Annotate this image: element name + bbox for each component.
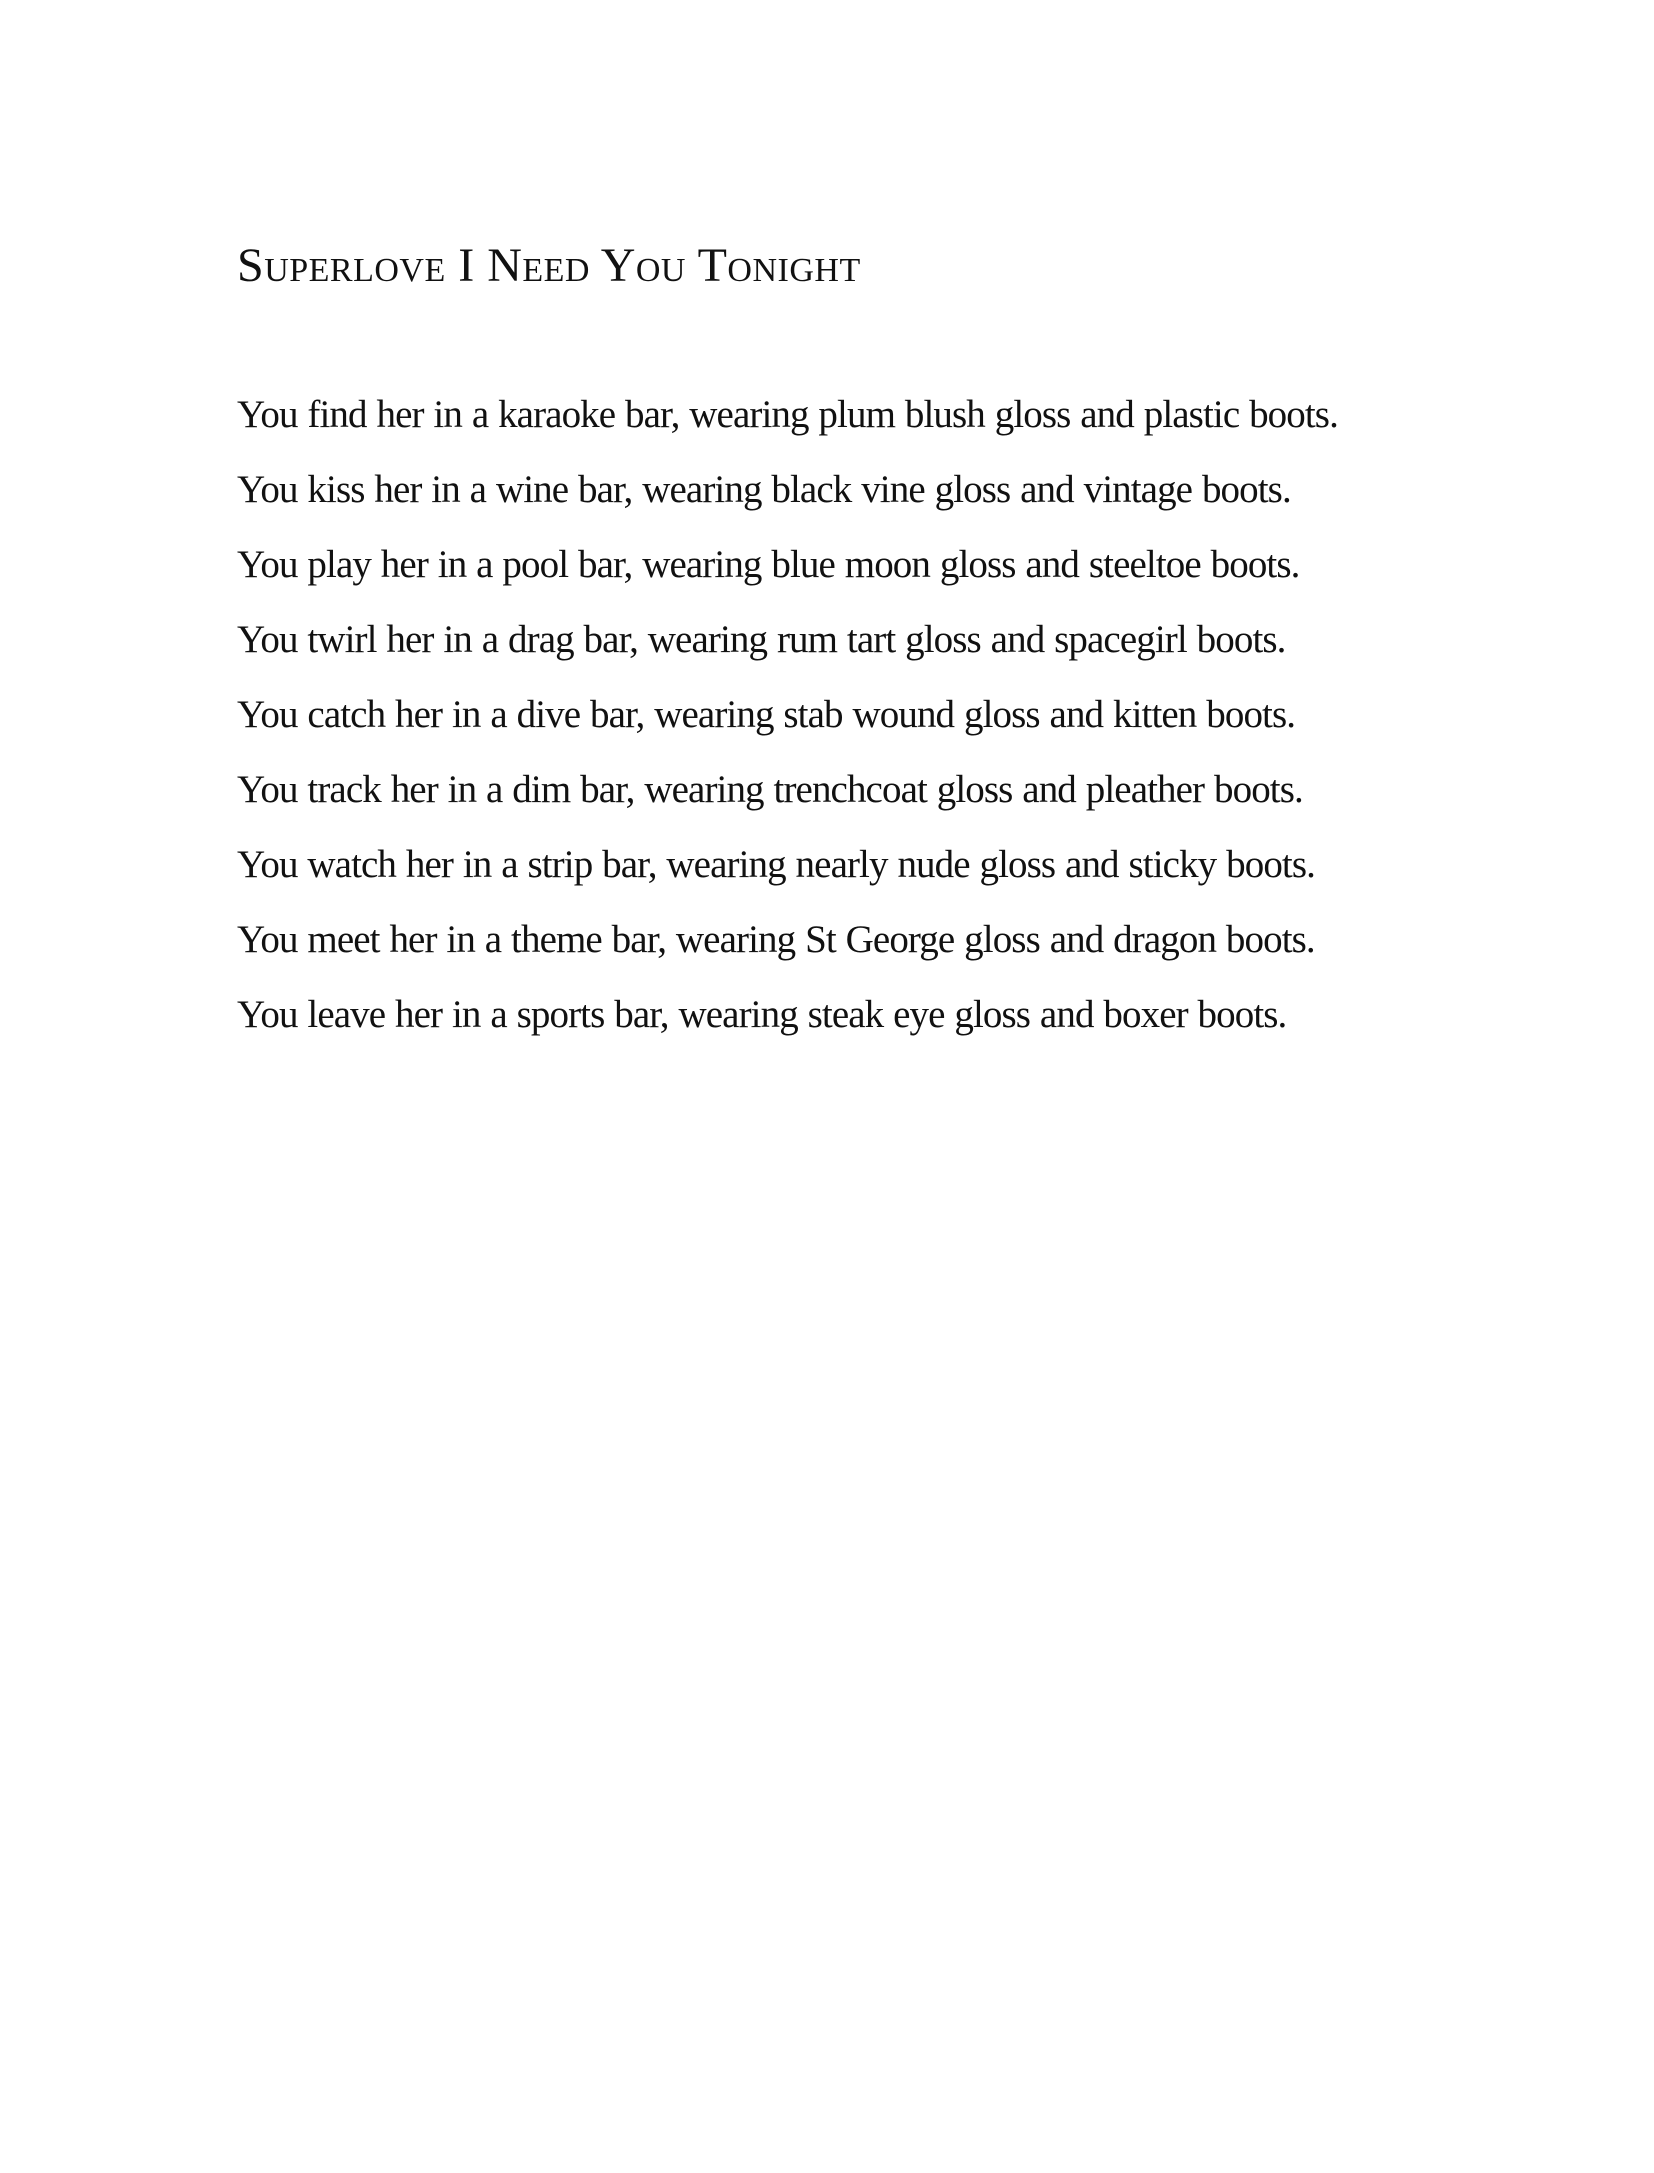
poem-line: You twirl her in a drag bar, wearing rum tart gloss and spacegirl boots.: [237, 618, 1286, 661]
poem-line: You meet her in a theme bar, wearing St George gloss and dragon boots.: [237, 918, 1315, 961]
poem-line: You play her in a pool bar, wearing blue moon gloss and steeltoe boots.: [237, 543, 1300, 586]
poem-line: You leave her in a sports bar, wearing steak eye gloss and boxer boots.: [237, 993, 1287, 1036]
poem-line: You watch her in a strip bar, wearing nearly nude gloss and sticky boots.: [237, 843, 1315, 886]
poem-line: You track her in a dim bar, wearing trenchcoat gloss and pleather boots.: [237, 768, 1303, 811]
poem-line: You kiss her in a wine bar, wearing black vine gloss and vintage boots.: [237, 468, 1291, 511]
poem-body: [237, 377, 1338, 1052]
poem-line: You find her in a karaoke bar, wearing plum blush gloss and plastic boots.: [237, 393, 1338, 436]
poem-title: Superlove I Need You Tonight: [237, 239, 861, 292]
poem-line: You catch her in a dive bar, wearing stab wound gloss and kitten boots.: [237, 693, 1296, 736]
